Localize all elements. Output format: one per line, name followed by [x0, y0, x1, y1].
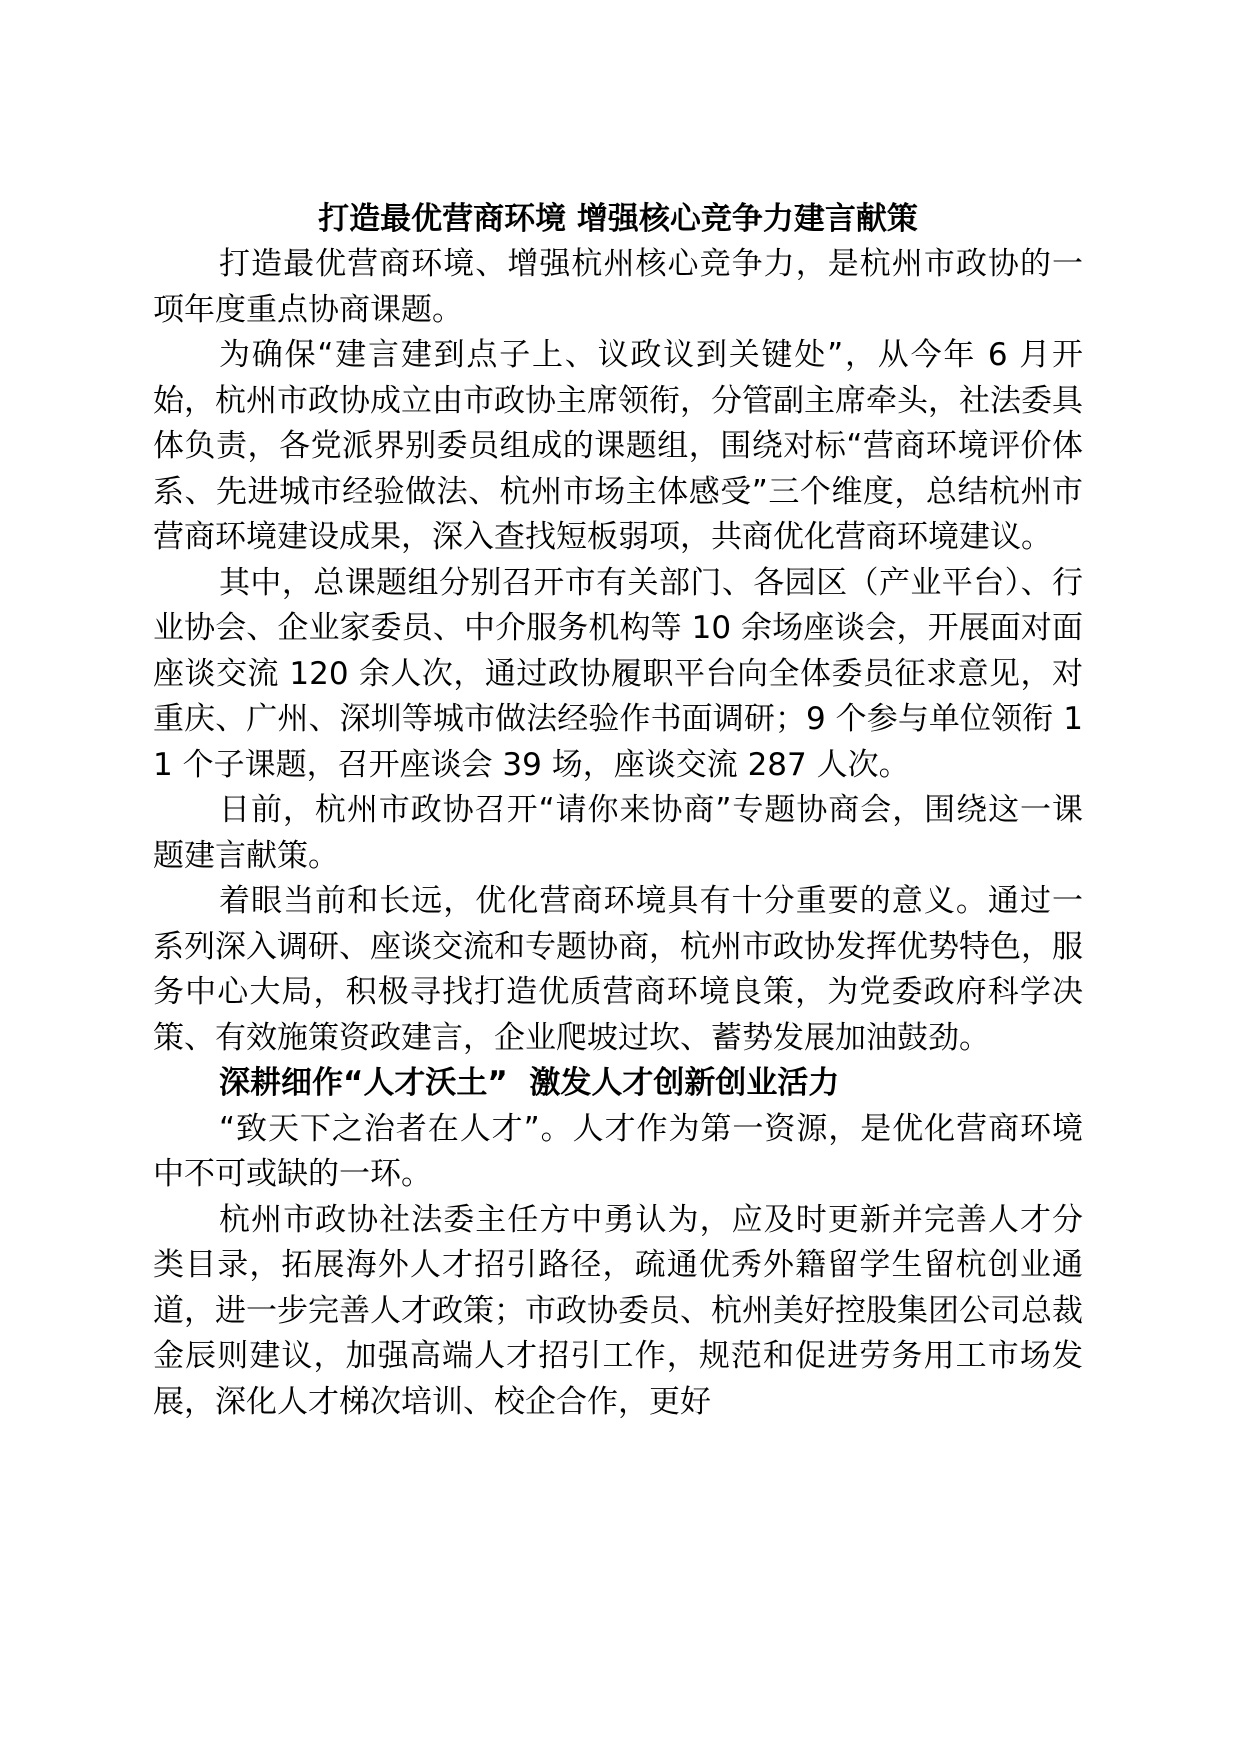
document-title: 打造最优营商环境 增强核心竞争力建言献策	[318, 201, 918, 237]
paragraph-research-group: 为确保“建言建到点子上、议政议到关键处”，从今年 6 月开始，杭州市政协成立由市政协主席领衔，分管副主席牵头，社法委具体负责，各党派界别委员组成的课题组，围绕对标“营商环境评价体系、先进城市经验做法、杭州市场主体感受”三个维度，总结杭州市营商环境建设成果，深入查找短板弱项，共商优化营商环境建议。	[153, 337, 1083, 555]
paragraph-talent-suggestions: 杭州市政协社法委主任方中勇认为，应及时更新并完善人才分类目录，拓展海外人才招引路径，疏通优秀外籍留学生留杭创业通道，进一步完善人才政策；市政协委员、杭州美好控股集团公司总裁金辰则建议，加强高端人才招引工作，规范和促进劳务用工市场发展，深化人才梯次培训、校企合作，更好	[153, 1201, 1083, 1420]
paragraph-consultation: 日前，杭州市政协召开“请你来协商”专题协商会，围绕这一课题建言献策。	[153, 792, 1083, 874]
paragraph-significance: 着眼当前和长远，优化营商环境具有十分重要的意义。通过一系列深入调研、座谈交流和专题协商，杭州市政协发挥优势特色，服务中心大局，积极寻找打造优质营商环境良策，为党委政府科学决策、有效施策资政建言，企业爬坡过坎、蓄势发展加油鼓劲。	[153, 883, 1083, 1056]
paragraph-intro: 打造最优营商环境、增强杭州核心竞争力，是杭州市政协的一项年度重点协商课题。	[153, 246, 1083, 328]
section-heading-talent: 深耕细作“人才沃土” 激发人才创新创业活力	[219, 1065, 840, 1101]
document-page	[153, 196, 1083, 1425]
paragraph-meetings: 其中，总课题组分别召开市有关部门、各园区（产业平台）、行业协会、企业家委员、中介服务机构等 10 余场座谈会，开展面对面座谈交流 120 余人次，通过政协履职平台向全体委员征求意见，对重庆、广州、深圳等城市做法经验作书面调研；9 个参与单位领衔 11 个子课题，召开座谈会 39 场，座谈交流 287 人次。	[153, 564, 1083, 783]
paragraph-talent-quote: “致天下之治者在人才”。人才作为第一资源，是优化营商环境中不可或缺的一环。	[153, 1110, 1083, 1192]
